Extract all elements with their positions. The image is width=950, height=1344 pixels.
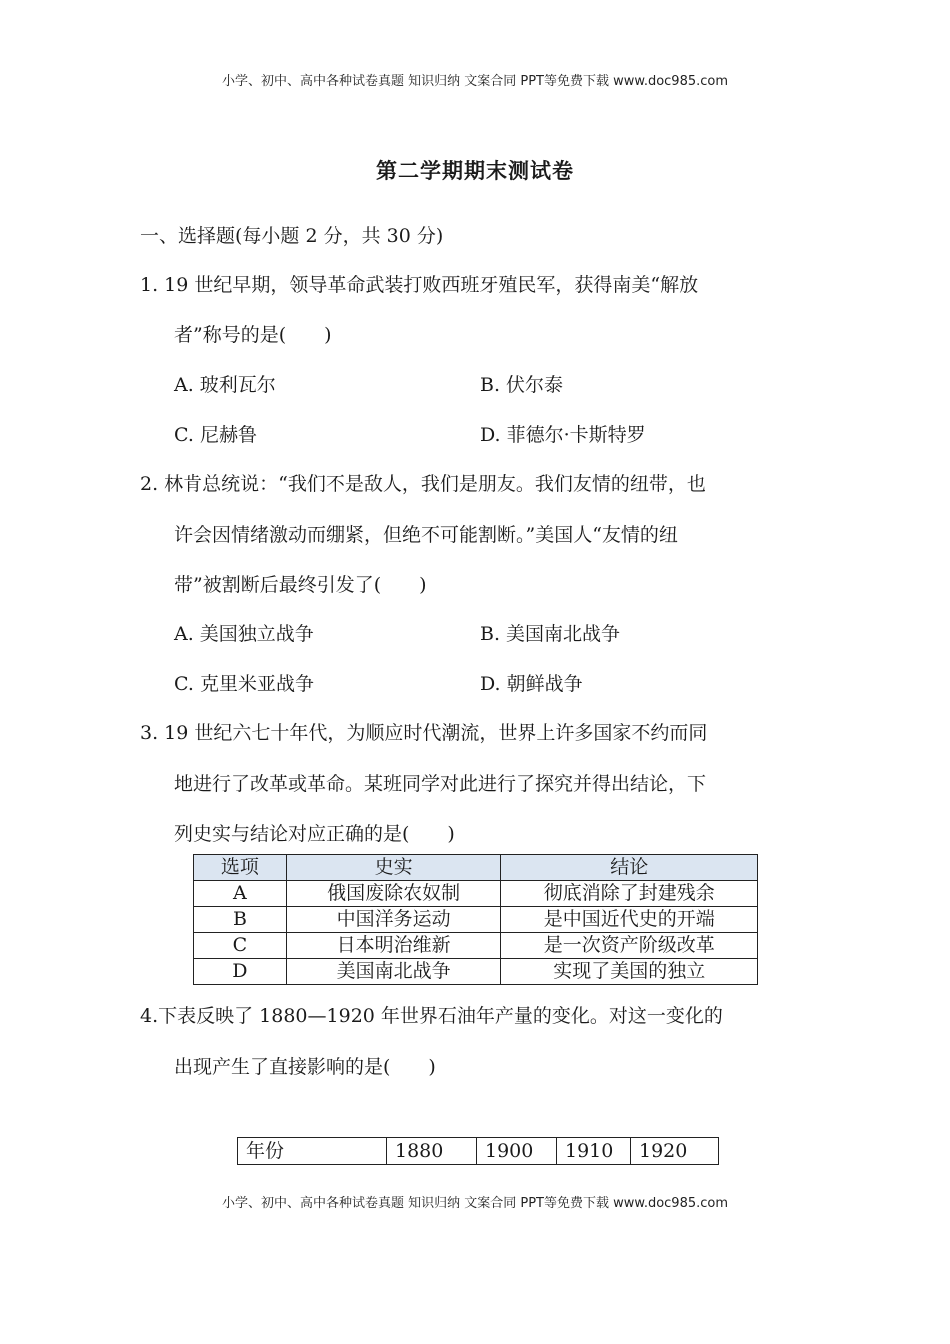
q3-table-header: 史实 xyxy=(286,855,501,881)
q1-option-a: A. 玻利瓦尔 xyxy=(174,374,276,396)
q3-table-cell: 彻底消除了封建残余 xyxy=(501,881,758,907)
header-banner: 小学、初中、高中各种试卷真题 知识归纳 文案合同 PPT等免费下载 www.doc985.com xyxy=(221,74,729,89)
q1-option-b: B. 伏尔泰 xyxy=(480,374,564,396)
q3-table-row xyxy=(194,959,758,985)
q3-table-header: 选项 xyxy=(194,855,287,881)
section-heading: 一、选择题(每小题 2 分，共 30 分) xyxy=(140,225,444,247)
q4-table-year: 1920 xyxy=(631,1138,719,1165)
q1-stem-line1: 1. 19 世纪早期，领导革命武装打败西班牙殖民军，获得南美“解放 xyxy=(140,274,699,296)
q2-option-c: C. 克里米亚战争 xyxy=(174,673,314,695)
q2-option-d: D. 朝鲜战争 xyxy=(480,673,583,695)
q3-table-cell: 日本明治维新 xyxy=(286,933,501,959)
q2-stem-line2: 许会因情绪激动而绷紧，但绝不可能割断。”美国人“友情的纽 xyxy=(174,524,678,546)
q4-table-row xyxy=(238,1138,719,1165)
page-title: 第二学期期末测试卷 xyxy=(376,158,574,183)
q2-stem-line1: 2. 林肯总统说：“我们不是敌人，我们是朋友。我们友情的纽带，也 xyxy=(140,473,706,495)
q1-stem-line2: 者”称号的是( ) xyxy=(174,324,332,346)
q1-option-d: D. 菲德尔·卡斯特罗 xyxy=(480,424,646,446)
q3-table-row xyxy=(194,881,758,907)
q3-table-cell: A xyxy=(194,881,287,907)
q3-table-cell: D xyxy=(194,959,287,985)
q3-stem-line1: 3. 19 世纪六七十年代，为顺应时代潮流，世界上许多国家不约而同 xyxy=(140,722,708,744)
q3-table-cell: 美国南北战争 xyxy=(286,959,501,985)
q3-table-cell: 是中国近代史的开端 xyxy=(501,907,758,933)
q3-table-row xyxy=(194,907,758,933)
q4-table-row-label: 年份 xyxy=(238,1138,387,1165)
q3-table-cell: 是一次资产阶级改革 xyxy=(501,933,758,959)
q3-stem-line2: 地进行了改革或革命。某班同学对此进行了探究并得出结论，下 xyxy=(174,773,707,795)
q3-stem-line3: 列史实与结论对应正确的是( ) xyxy=(174,823,455,845)
q2-option-a: A. 美国独立战争 xyxy=(174,623,314,645)
footer-banner: 小学、初中、高中各种试卷真题 知识归纳 文案合同 PPT等免费下载 www.doc985.com xyxy=(221,1196,729,1211)
q4-stem-line1: 4.下表反映了 1880—1920 年世界石油年产量的变化。对这一变化的 xyxy=(140,1005,723,1027)
q4-table-year: 1900 xyxy=(477,1138,557,1165)
q1-option-c: C. 尼赫鲁 xyxy=(174,424,257,446)
q3-table-cell: C xyxy=(194,933,287,959)
q3-table-cell: 实现了美国的独立 xyxy=(501,959,758,985)
q4-table-year: 1880 xyxy=(387,1138,477,1165)
q2-option-b: B. 美国南北战争 xyxy=(480,623,621,645)
q4-stem-line2: 出现产生了直接影响的是( ) xyxy=(174,1056,436,1078)
q3-table xyxy=(193,854,758,985)
q3-table-cell: 中国洋务运动 xyxy=(286,907,501,933)
q2-stem-line3: 带”被割断后最终引发了( ) xyxy=(174,574,427,596)
q3-table-header-row xyxy=(194,855,758,881)
q4-table-year: 1910 xyxy=(557,1138,631,1165)
q4-table xyxy=(237,1137,719,1165)
q3-table-header: 结论 xyxy=(501,855,758,881)
q3-table-cell: 俄国废除农奴制 xyxy=(286,881,501,907)
q3-table-cell: B xyxy=(194,907,287,933)
q3-table-row xyxy=(194,933,758,959)
